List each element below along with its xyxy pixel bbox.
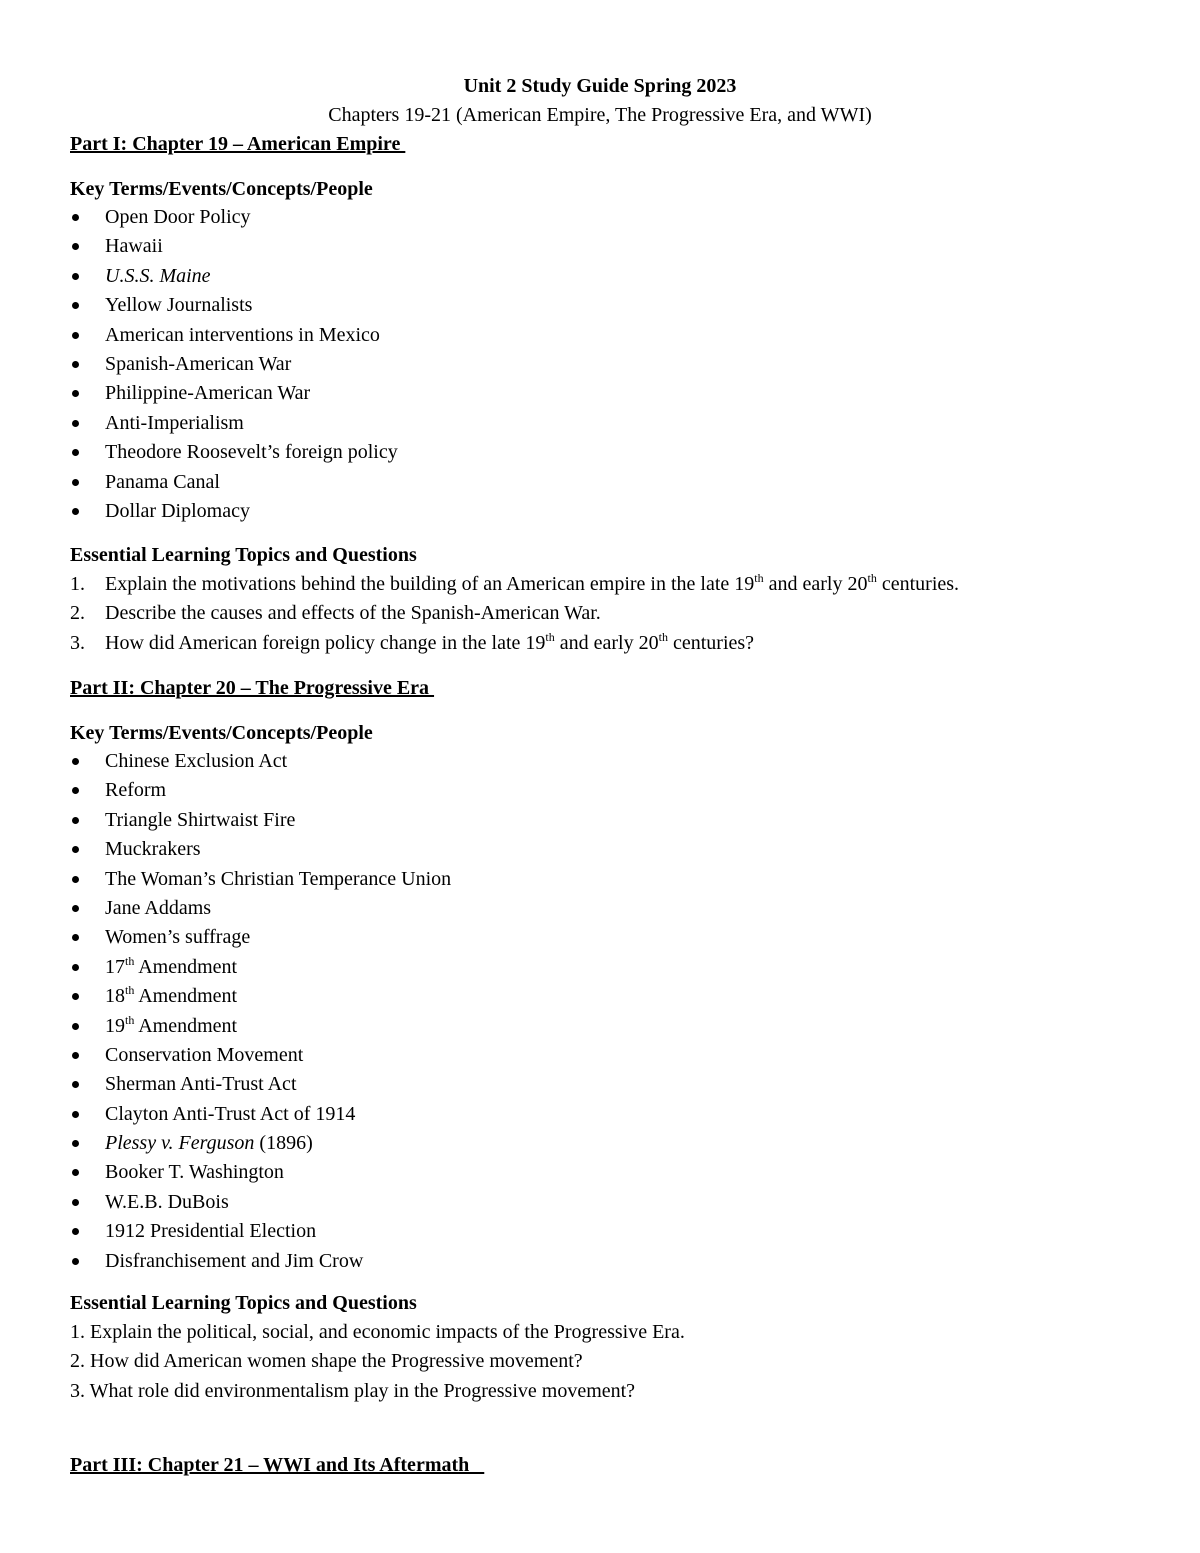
bullet-icon xyxy=(72,758,79,765)
bullet-icon xyxy=(72,787,79,794)
term-text: Women’s suffrage xyxy=(105,926,251,949)
bullet-icon xyxy=(72,214,79,221)
term-text: Booker T. Washington xyxy=(105,1161,284,1184)
term-text: 18th Amendment xyxy=(105,983,238,1008)
term-text: W.E.B. DuBois xyxy=(105,1190,229,1213)
term-text: The Woman’s Christian Temperance Union xyxy=(105,867,452,890)
term-text: Chinese Exclusion Act xyxy=(105,750,288,772)
part1-terms-heading: Key Terms/Events/Concepts/People xyxy=(70,178,373,200)
term-text: U.S.S. Maine xyxy=(105,264,211,287)
term-text: Yellow Journalists xyxy=(105,294,253,317)
term-text: Theodore Roosevelt’s foreign policy xyxy=(105,441,398,464)
bullet-icon xyxy=(72,993,79,1000)
bullet-icon xyxy=(72,243,79,250)
bullet-icon xyxy=(72,964,79,971)
bullet-icon xyxy=(72,1023,79,1030)
bullet-icon xyxy=(72,449,79,456)
part2-questions-heading: Essential Learning Topics and Questions xyxy=(70,1292,417,1314)
term-text: 1912 Presidential Election xyxy=(105,1220,317,1243)
bullet-icon xyxy=(72,1140,79,1147)
bullet-icon xyxy=(72,361,79,368)
term-text: Philippine-American War xyxy=(105,382,311,405)
part1-questions-heading: Essential Learning Topics and Questions xyxy=(70,544,417,566)
bullet-icon xyxy=(72,1169,79,1176)
part3-heading: Part III: Chapter 21 – WWI and Its Aftermath xyxy=(70,1454,485,1476)
term-text: 19th Amendment xyxy=(105,1012,238,1037)
term-text: Hawaii xyxy=(105,235,163,258)
bullet-icon xyxy=(72,1111,79,1118)
bullet-icon xyxy=(72,846,79,853)
bullet-icon xyxy=(72,876,79,883)
bullet-icon xyxy=(72,1258,79,1265)
term-text: Panama Canal xyxy=(105,470,220,493)
term-text: Plessy v. Ferguson (1896) xyxy=(105,1132,313,1155)
bullet-icon xyxy=(72,1081,79,1088)
term-text: Anti-Imperialism xyxy=(105,411,244,434)
term-text: Clayton Anti-Trust Act of 1914 xyxy=(105,1102,356,1125)
question-text: 2. How did American women shape the Progressive movement? xyxy=(70,1350,583,1373)
term-text: Open Door Policy xyxy=(105,206,251,228)
bullet-icon xyxy=(72,273,79,280)
bullet-icon xyxy=(72,934,79,941)
bullet-icon xyxy=(72,390,79,397)
question-text: Explain the motivations behind the building of an American empire in the late 19th and early 20th centuries. xyxy=(105,571,960,595)
question-number: 1. xyxy=(70,573,85,595)
term-text: Conservation Movement xyxy=(105,1043,304,1066)
bullet-icon xyxy=(72,479,79,486)
term-text: Jane Addams xyxy=(105,896,212,919)
bullet-icon xyxy=(72,302,79,309)
bullet-icon xyxy=(72,1228,79,1235)
question-text: 1. Explain the political, social, and economic impacts of the Progressive Era. xyxy=(70,1321,685,1343)
question-text: 3. What role did environmentalism play in the Progressive movement? xyxy=(70,1379,636,1402)
bullet-icon xyxy=(72,1199,79,1206)
term-text: 17th Amendment xyxy=(105,953,238,978)
term-text: Sherman Anti-Trust Act xyxy=(105,1073,297,1096)
term-text: Spanish-American War xyxy=(105,352,292,375)
term-text: Dollar Diplomacy xyxy=(105,499,250,522)
question-number: 3. xyxy=(70,631,85,654)
document-title: Unit 2 Study Guide Spring 2023 xyxy=(463,75,737,97)
bullet-icon xyxy=(72,508,79,515)
bullet-icon xyxy=(72,332,79,339)
document-subtitle: Chapters 19-21 (American Empire, The Progressive Era, and WWI) xyxy=(328,104,872,126)
question-text: How did American foreign policy change in the late 19th and early 20th centuries? xyxy=(105,629,755,654)
bullet-icon xyxy=(72,1052,79,1059)
term-text: American interventions in Mexico xyxy=(105,323,380,346)
term-text: Muckrakers xyxy=(105,838,201,861)
part2-terms-heading: Key Terms/Events/Concepts/People xyxy=(70,722,373,744)
term-text: Reform xyxy=(105,779,167,802)
term-text: Disfranchisement and Jim Crow xyxy=(105,1249,364,1272)
bullet-icon xyxy=(72,817,79,824)
question-text: Describe the causes and effects of the Spanish-American War. xyxy=(105,602,601,625)
term-text: Triangle Shirtwaist Fire xyxy=(105,808,296,831)
part2-heading: Part II: Chapter 20 – The Progressive Era xyxy=(70,677,435,699)
part1-heading: Part I: Chapter 19 – American Empire xyxy=(70,133,406,155)
bullet-icon xyxy=(72,420,79,427)
question-number: 2. xyxy=(70,602,85,625)
bullet-icon xyxy=(72,905,79,912)
